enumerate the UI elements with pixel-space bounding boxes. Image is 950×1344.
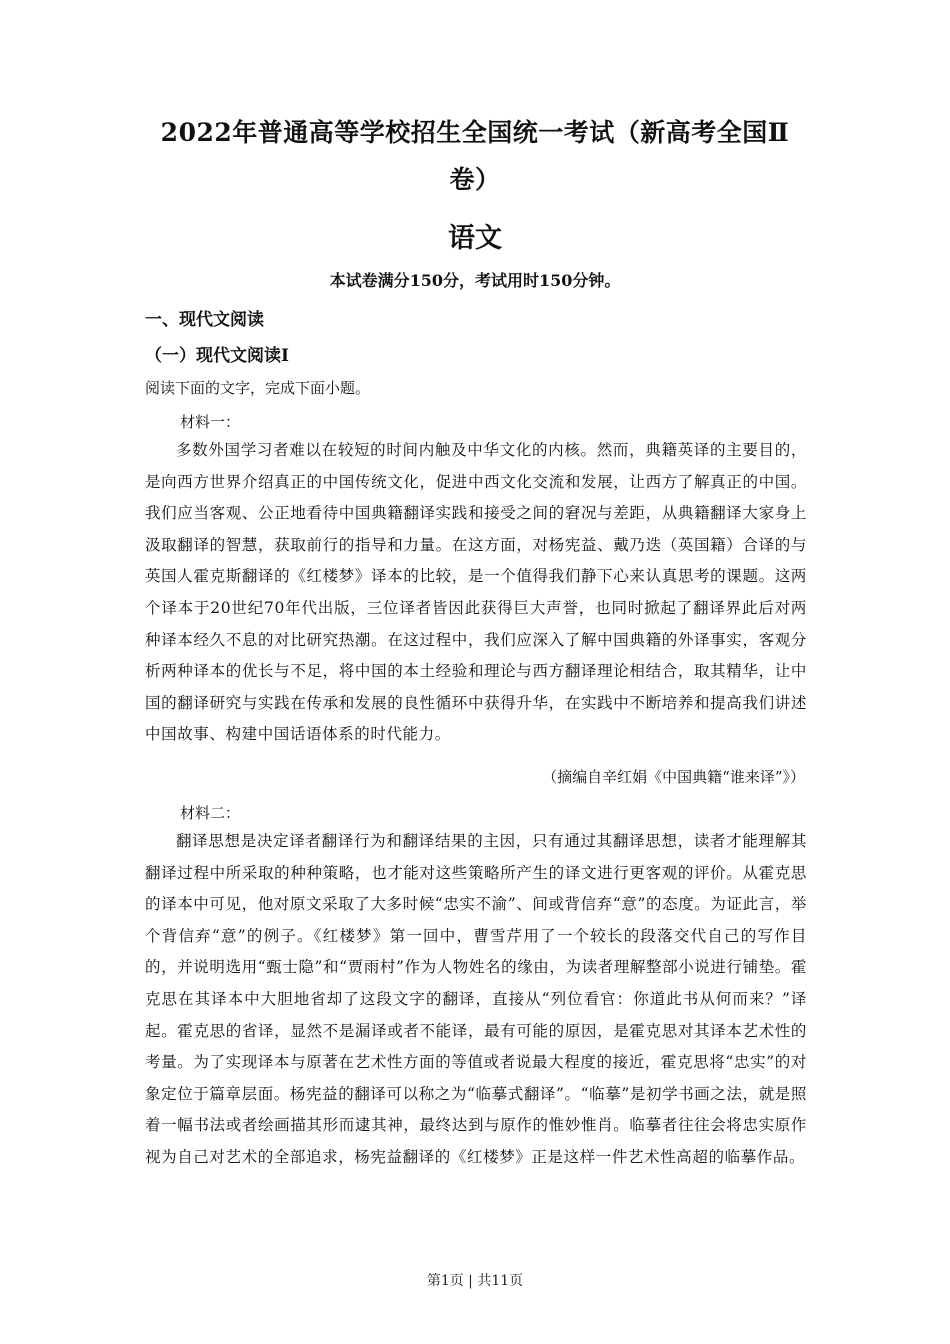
exam-info: 本试卷满分150分，考试用时150分钟。: [329, 271, 621, 290]
material2-paragraph: 翻译思想是决定译者翻译行为和翻译结果的主因，只有通过其翻译思想，读者才能理解其翻译过程中所采取的种种策略，也才能对这些策略所产生的译文进行更客观的评价。从霍克思的译本中可见，他对原文采取了大多时候“忠实不渝”、间或背信弃“意”的态度。为证此言，举个背信弃“意”的例子。《红楼梦》第一回中，曹雪芹用了一个较长的段落交代自己的写作目的，并说明选用“甄士隐”和“贾雨村”作为人物姓名的缘由，为读者理解整部小说进行铺垫。霍克思在其译本中大胆地省却了这段文字的翻译，直接从“列位看官：你道此书从何而来？”译起。霍克思的省译，显然不是漏译或者不能译，最有可能的原因，是霍克思对其译本艺术性的考量。为了实现译本与原著在艺术性方面的等值或者说最大程度的接近，霍克思将“忠实”的对象定位于篇章层面。杨宪益的翻译可以称之为“临摹式翻译”。“临摹”是初学书画之法，就是照着一幅书法或者绘画描其形而逮其神，最终达到与原作的惟妙惟肖。临摹者往往会将忠实原作视为自己对艺术的全部追求，杨宪益翻译的《红楼梦》正是这样一件艺术性高超的临摹作品。: [145, 832, 807, 1166]
page-footer: 第1页 | 共11页: [426, 1273, 524, 1289]
material1-label: 材料一：: [180, 413, 241, 431]
material2-label: 材料二：: [180, 804, 241, 822]
material1-source: （摘编自辛红娟《中国典籍“谁来译”》）: [542, 768, 805, 786]
section-subheading: （一）现代文阅读I: [145, 346, 289, 366]
exam-title-line1: 2022年普通高等学校招生全国统一考试（新高考全国Ⅱ: [160, 118, 790, 147]
section-heading: 一、现代文阅读: [145, 310, 264, 330]
material1-paragraph: 多数外国学习者难以在较短的时间内触及中华文化的内核。然而，典籍英译的主要目的，是向西方世界介绍真正的中国传统文化，促进中西文化交流和发展，让西方了解真正的中国。我们应当客观、公正地看待中国典籍翻译实践和接受之间的窘况与差距，从典籍翻译大家身上汲取翻译的智慧，获取前行的指导和力量。在这方面，对杨宪益、戴乃迭（英国籍）合译的与英国人霍克斯翻译的《红楼梦》译本的比较，是一个值得我们静下心来认真思考的课题。这两个译本于20世纪70年代出版，三位译者皆因此获得巨大声誉，也同时掀起了翻译界此后对两种译本经久不息的对比研究热潮。在这过程中，我们应深入了解中国典籍的外译事实，客观分析两种译本的优长与不足，将中国的本土经验和理论与西方翻译理论相结合，取其精华，让中国的翻译研究与实践在传承和发展的良性循环中获得升华，在实践中不断培养和提高我们讲述中国故事、构建中国话语体系的时代能力。: [145, 441, 807, 744]
instruction-text: 阅读下面的文字，完成下面小题。: [145, 379, 371, 397]
subject-title: 语文: [448, 223, 502, 254]
exam-title-line2: 卷）: [449, 165, 501, 194]
